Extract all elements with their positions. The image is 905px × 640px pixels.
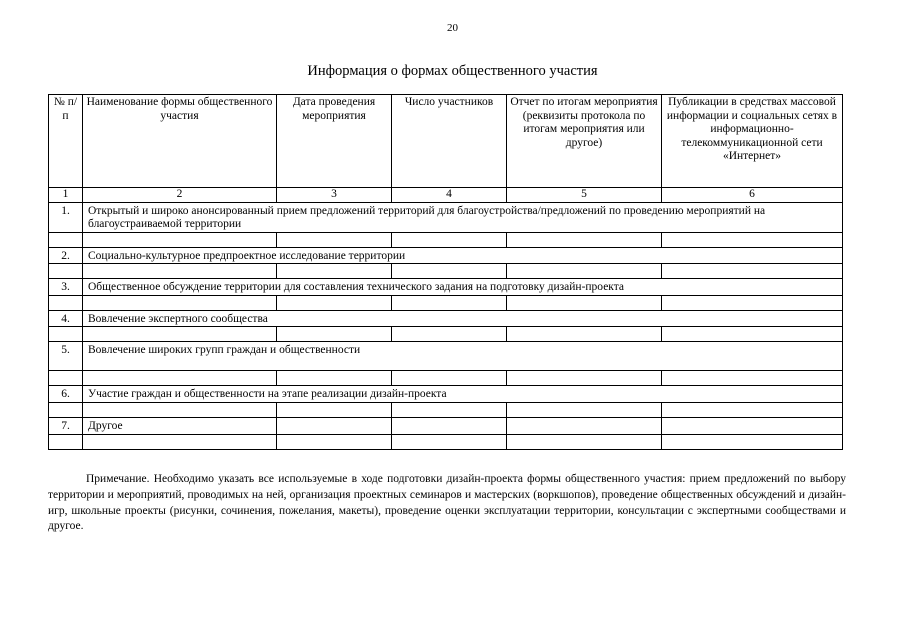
blank-cell[interactable]	[83, 232, 277, 247]
blank-cell[interactable]	[277, 417, 392, 434]
blank-cell[interactable]	[83, 264, 277, 279]
blank-cell[interactable]	[662, 327, 843, 342]
blank-cell[interactable]	[49, 371, 83, 386]
participation-forms-table	[48, 94, 843, 450]
blank-cell[interactable]	[392, 295, 507, 310]
blank-cell[interactable]	[662, 264, 843, 279]
blank-cell[interactable]	[392, 371, 507, 386]
blank-cell[interactable]	[49, 264, 83, 279]
blank-cell[interactable]	[662, 295, 843, 310]
blank-cell[interactable]	[277, 327, 392, 342]
column-number: 1	[49, 188, 83, 203]
blank-entry-row	[49, 371, 843, 386]
blank-cell[interactable]	[392, 232, 507, 247]
blank-cell[interactable]	[277, 371, 392, 386]
blank-cell[interactable]	[49, 434, 83, 449]
blank-cell[interactable]	[49, 327, 83, 342]
section-number: 7.	[49, 417, 83, 434]
column-number: 3	[277, 188, 392, 203]
section-row	[49, 310, 843, 327]
header-cell-form-name: Наименование формы общественного участия	[83, 95, 277, 188]
blank-entry-row	[49, 264, 843, 279]
header-cell-date: Дата проведения мероприятия	[277, 95, 392, 188]
section-row	[49, 417, 843, 434]
blank-cell[interactable]	[277, 232, 392, 247]
section-row	[49, 202, 843, 232]
blank-cell[interactable]	[507, 295, 662, 310]
header-cell-report: Отчет по итогам мероприятия (реквизиты протокола по итогам мероприятия или другое)	[507, 95, 662, 188]
column-number: 4	[392, 188, 507, 203]
section-number: 4.	[49, 310, 83, 327]
section-row	[49, 386, 843, 403]
blank-cell[interactable]	[49, 232, 83, 247]
blank-cell[interactable]	[392, 402, 507, 417]
header-cell-participants: Число участников	[392, 95, 507, 188]
blank-cell[interactable]	[392, 264, 507, 279]
section-title: Социально-культурное предпроектное исследование территории	[83, 247, 843, 264]
section-number: 2.	[49, 247, 83, 264]
section-title: Другое	[83, 417, 277, 434]
blank-entry-row	[49, 402, 843, 417]
blank-cell[interactable]	[277, 402, 392, 417]
blank-cell[interactable]	[277, 434, 392, 449]
blank-cell[interactable]	[392, 417, 507, 434]
blank-cell[interactable]	[277, 264, 392, 279]
blank-cell[interactable]	[277, 295, 392, 310]
column-number: 6	[662, 188, 843, 203]
column-number: 2	[83, 188, 277, 203]
blank-cell[interactable]	[83, 371, 277, 386]
blank-cell[interactable]	[662, 371, 843, 386]
section-row	[49, 342, 843, 371]
blank-entry-row	[49, 434, 843, 449]
footnote-paragraph: Примечание. Необходимо указать все используемые в ходе подготовки дизайн-проекта формы общественного участия: прием предложений по выбору территории и мероприятий, проводимых на ней, организация проектных семинаров и мастерских (воркшопов), проведение общественных обсуждений и дизайн-игр, школьные проекты (рисунки, сочинения, пожелания, макеты), проведение оценки эксплуатации территории, консультации с экспертными сообществами и другое.	[48, 473, 846, 533]
blank-cell[interactable]	[507, 327, 662, 342]
section-title: Общественное обсуждение территории для составления технического задания на подготовку дизайн-проекта	[83, 279, 843, 296]
section-title: Вовлечение широких групп граждан и общественности	[83, 342, 843, 371]
header-cell-publications: Публикации в средствах массовой информации и социальных сетях в информационно-телекоммуникационной сети «Интернет»	[662, 95, 843, 188]
blank-cell[interactable]	[507, 434, 662, 449]
section-number: 5.	[49, 342, 83, 371]
blank-cell[interactable]	[507, 371, 662, 386]
section-title: Открытый и широко анонсированный прием предложений территорий для благоустройства/предложений по проведению мероприятий на благоустраиваемой территории	[83, 202, 843, 232]
column-number-row	[49, 188, 843, 203]
blank-cell[interactable]	[392, 327, 507, 342]
section-title: Участие граждан и общественности на этапе реализации дизайн-проекта	[83, 386, 843, 403]
section-number: 1.	[49, 202, 83, 232]
blank-cell[interactable]	[83, 434, 277, 449]
page-number: 20	[447, 22, 458, 34]
section-number: 3.	[49, 279, 83, 296]
header-cell-number: № п/п	[49, 95, 83, 188]
blank-cell[interactable]	[662, 434, 843, 449]
blank-cell[interactable]	[507, 232, 662, 247]
blank-cell[interactable]	[49, 402, 83, 417]
blank-cell[interactable]	[83, 327, 277, 342]
blank-cell[interactable]	[507, 417, 662, 434]
blank-cell[interactable]	[392, 434, 507, 449]
blank-cell[interactable]	[662, 232, 843, 247]
document-title: Информация о формах общественного участия	[307, 63, 598, 79]
blank-entry-row	[49, 327, 843, 342]
blank-cell[interactable]	[662, 417, 843, 434]
blank-cell[interactable]	[49, 295, 83, 310]
section-row	[49, 247, 843, 264]
blank-cell[interactable]	[507, 402, 662, 417]
blank-cell[interactable]	[662, 402, 843, 417]
section-row	[49, 279, 843, 296]
blank-cell[interactable]	[507, 264, 662, 279]
section-number: 6.	[49, 386, 83, 403]
blank-cell[interactable]	[83, 295, 277, 310]
blank-entry-row	[49, 232, 843, 247]
column-number: 5	[507, 188, 662, 203]
table-header-row	[49, 95, 843, 188]
section-title: Вовлечение экспертного сообщества	[83, 310, 843, 327]
blank-entry-row	[49, 295, 843, 310]
blank-cell[interactable]	[83, 402, 277, 417]
